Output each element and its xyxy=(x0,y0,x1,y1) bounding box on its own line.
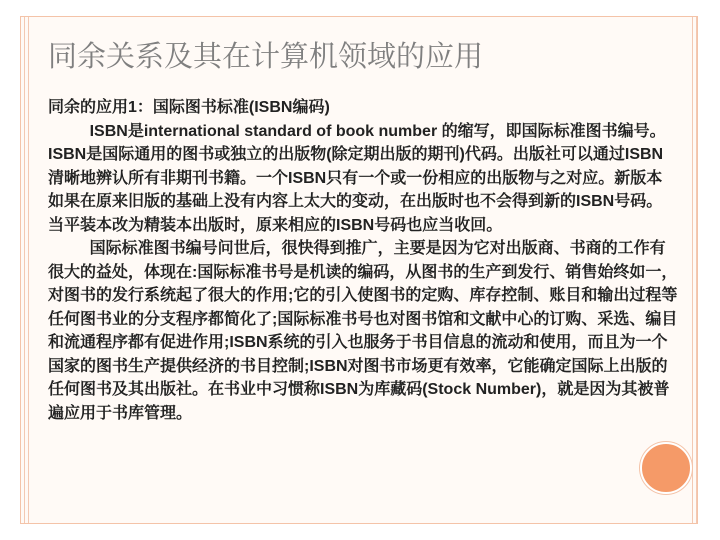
slide-body xyxy=(48,96,678,425)
slide-title: 同余关系及其在计算机领域的应用 xyxy=(48,39,484,73)
paragraph-isbn-benefits: 国际标准图书编号问世后，很快得到推广，主要是因为它对出版商、书商的工作有很大的益处，体现在:国际标准书号是机读的编码，从图书的生产到发行、销售始终如一，对图书的发行系统起了很大的作用;它的引入使图书的定购、库存控制、账目和输出过程等任何图书业的分支程序都简化了;国际标准书号也对图书馆和文献中心的订购、采选、编目和流通程序都有促进作用;ISBN系统的引入也服务于书目信息的流动和使用，而且为一个国家的图书生产提供经济的书目控制;ISBN对图书市场更有效率，它能确定国际上出版的任何图书及其出版社。在书业中习惯称ISBN为库藏码(Stock Number)，就是因为其被普遍应用于书库管理。 xyxy=(48,240,678,422)
left-border-line xyxy=(24,17,25,523)
decorative-circle xyxy=(640,442,692,494)
paragraph-isbn-definition: ISBN是international standard of book number 的缩写，即国际标准图书编号。ISBN是国际通用的图书或独立的出版物(除定期出版的期刊)代码。出版社可以通过ISBN清晰地辨认所有非期刊书籍。一个ISBN只有一个或一份相应的出版物与之对应。新版本如果在原来旧版的基础上没有内容上太大的变动，在出版时也不会得到新的ISBN号码。当平装本改为精装本出版时，原来相应的ISBN号码也应当收回。 xyxy=(48,122,666,234)
section-heading: 同余的应用1：国际图书标准(ISBN编码) xyxy=(48,99,330,116)
right-border-line xyxy=(696,17,697,523)
left-border-line-inner xyxy=(28,17,29,523)
right-border-line-inner xyxy=(692,17,693,523)
